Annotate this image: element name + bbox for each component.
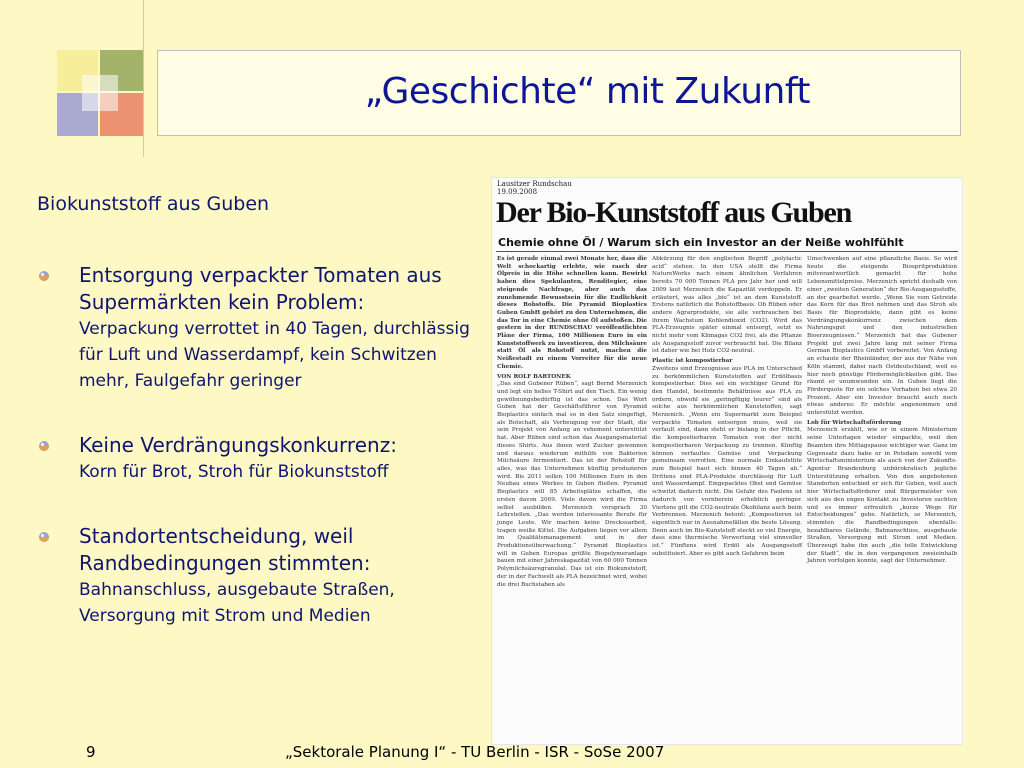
slide-title: „Geschichte“ mit Zukunft xyxy=(364,71,810,112)
decorative-vertical-line xyxy=(143,0,144,157)
bullet-main-text: Standortentscheidung, weil Randbedingungen stimmten: xyxy=(79,524,371,575)
footer-text: „Sektorale Planung I“ - TU Berlin - ISR - SoSe 2007 xyxy=(285,743,665,761)
logo-square-center xyxy=(82,75,118,111)
clipping-subheadline: Chemie ohne Öl / Warum sich ein Investor an der Neiße wohlfühlt xyxy=(498,236,904,249)
bullet-main-text: Keine Verdrängungskonkurrenz: xyxy=(79,433,397,457)
bullet-sub-text: Verpackung verrottet in 40 Tagen, durchlässig für Luft und Wasserdampf, kein Schwitzen mehr, Faulgefahr geringer xyxy=(79,319,470,391)
bullet-list xyxy=(38,262,478,667)
clipping-body: Abkürzung für den englischen Begriff „polylactic acid“ stehen. In den USA stellt die Firma NatureWorks nach einem ähnlichen Verfahren bereits 70 000 Tonnen PLA pro Jahr her und will 2009 laut Merzenich die Kapazität verdoppeln. Er erläutert, was alles „bio“ ist an dem Kunststoff. Erstens natürlich die Rohstoffbasis. Ob Rüben oder andere Agrarprodukte, sie alle verbrauchen bei ihrem Wachstum Kohlendioxid (CO2). Wird das PLA-Erzeugnis später einmal entsorgt, setzt es nicht mehr vom Klimagas CO2 frei, als die Pflanze als Ausgangsstoff zuvor verbraucht hat. Die Bilanz ist daher wie bei Holz CO2-neutral. xyxy=(652,256,802,355)
bullet-sphere-icon xyxy=(38,440,50,452)
title-box xyxy=(157,50,961,136)
bullet-sub-text: Korn für Brot, Stroh für Biokunststoff xyxy=(79,462,389,482)
clipping-subheading: Plastic ist kompostierbar xyxy=(652,358,733,365)
clipping-body: „Das sind Gubener Rüben“, sagt Bernd Merzenich und legt ein helles T-Shirt auf den Tisch. Ein wenig gewöhnungsbedürftig ist das schon. Das Wort Guben hat der Geschäftsführer von Pyramid Bioplastics einfach mal so in den Satz eingefügt, als Botschaft, als Verbeugung vor der Stadt, die sein Projekt von Anfang an vehement unterstützt hat. Aber Rüben sind schon das Ausgangsmaterial dieses Shirts. Aus ihnen wird Zucker gewonnen und daraus wiederum mithilfe von Bakterien Milchsäure fermentiert. Das ist der Rohstoff für alles, was das Unternehmen künftig produzieren wird. Bis 2011 sollen 100 Millionen Euro in den Neubau eines Werkes in Guben fließen. Pyramid Bioplastics will 85 Arbeitsplätze schaffen, die ersten davon 2009. Viele davon wird die Firma selbst ausbilden. Merzenich versprach 30 Lehrstellen. „Das werden interessante Berufe für junge Leute. Wir machen keine Dreckssarbeit, tragen weiße Kittel. Die Aufgaben liegen vor allem im Qualitätsmanagement und in der Produktionsüberwachung.“ Pyramid Bioplastics will in Guben Europas größte Biopolymeranlage bauen mit einer Jahreskapazität von 60 000 Tonnen Polymilchsäuregranulat. Das ist ein Biokunststoff, der in der Fachwelt als PLA bezeichnet wird, wobei die drei Buchstaben als xyxy=(497,381,647,588)
bullet-item xyxy=(38,523,478,629)
clipping-body: Merzenich erzählt, wie er in einem Ministerium seine Unterlagen wieder einpackte, weil den Beamten ihre Mittagspause wichtiger war. Ganz im Gegensatz dazu habe er in Potsdam sowohl vom Wirtschaftsministerium als auch von der Zukunfts-Agentur Brandenburg unbürokratisch jegliche Unterstützung erhalten. Von den angebotenen Standorten entschied er sich für Guben, weil auch hier Wirtschaftsförderer und Bürgermeister von sich aus den engen Kontakt zu Investoren suchten und es immer erfreulich „kurze Wege für Entscheidungen“ gebe. Natürlich, so Merzenich, stimmten die Randbedingungen ebenfalls: bezahlbares Gelände, Bahnanschluss, ausgebaute Straßen, Versorgung mit Strom und Medien. Überzeugt habe ihn auch „die tolle Entwicklung der Stadt“, die in den vergangenen zweieinhalb Jahren vorfolgen konnte, sagt der Unternehmer. xyxy=(807,427,957,565)
clipping-body: Umschwenken auf eine pflanzliche Basis. So wird heute die steigende Biospritproduktion mitverantwortlich gemacht für hohe Lebensmittelpreise. Merzenich spricht deshalb von einer „zweiten Generation“ der Bio-Ausgangsstoffe, an der gearbeitet werde. „Wenn Sie vom Getreide das Korn für das Brot nehmen und das Stroh als Basis für Bioprodukte, dann gibt es keine Verdrängungskonkurrenz zwischen dem Nahrungsgut und den industriellen Bioerzeugnissen.“ Merzenich hat das Gubener Projekt gut zwei Jahre lang mit seiner Firma German Bioplastics GmbH vorbereitet. Von Anfang an schaute der Rheinländer, der aus der Nähe von Köln stammt, dabei nach Ostdeutschland, weil es hier noch günstige Fördermöglichkeiten gibt. Das räumt er unumwunden ein. In Guben liegt die Förderquote für ein solches Vorhaben bei etwa 20 Prozent. Aber ein Investor braucht auch noch etwas anderes: Er möchte angenommen und unterstützt werden. xyxy=(807,256,957,417)
bullet-sphere-icon xyxy=(38,531,50,543)
clipping-author: VON ROLF BARTONEK xyxy=(497,373,571,380)
clipping-headline: Der Bio-Kunststoff aus Guben xyxy=(496,196,852,229)
clipping-source xyxy=(497,180,587,196)
logo-squares xyxy=(57,50,143,136)
clipping-column-1 xyxy=(497,256,647,589)
page-number: 9 xyxy=(86,743,96,761)
clipping-divider xyxy=(496,251,958,252)
clipping-subheading: Lob für Wirtschaftsförderung xyxy=(807,419,902,426)
clipping-date: 19.09.2008 xyxy=(497,188,538,196)
clipping-source-name: Lausitzer Rundschau xyxy=(497,180,572,188)
clipping-column-2 xyxy=(652,256,802,558)
clipping-body: Zweitens sind Erzeugnisse aus PLA im Unterschied zu herkömmlichen Kunststoffen auf Erdölbasis kompostierbar. Dies sei ein wichtiger Grund für den Handel, bestimmte Behältnisse aus PLA zu ordern, obwohl sie „geringfügig teurer“ sind als solche aus herkömmlichen Kunststoffen, sagt Merzenich. „Wenn ein Supermarkt zum Beispiel verpackte Tomaten entsorgen muss, weil sie verfault sind, dann steht er bislang in der Pflicht, die kompostierbaren Tomaten von der nicht kompostierbaren Verpackung zu trennen. Künftig können verfaultes Gemüse und Verpackung gemeinsam verrotten. Eine normale Einkaufstüte zum Beispiel baut sich binnen 40 Tagen ab.“ Drittens sind PLA-Produkte durchlässig für Luft und Wasserdampf. Eingepacktes Obst und Gemüse schwitzt dadurch nicht. Die Gefahr des Faulens ist dadurch von vornherein erheblich geringer. Viertens gilt die CO2-neutrale Ökobilanz auch beim Verbrennen. Merzenich betont: „Kompostieren ist eigentlich nur in Ausnahmefällen die beste Lösung. Denn auch im Bio-Kunststoff steckt so viel Energie, dass eine thermische Verwertung viel sinnvoller ist.“ Fünftens wird Erdöl als Ausgangsstoff substituiert. Aber es gibt auch Gefahren beim xyxy=(652,365,802,557)
clipping-lead: Es ist gerade einmal zwei Monate her, dass die Welt schockartig erlebte, wie rasch der Ölpreis in die Höhe schnellen kann. Bewirkt haben dies Spekulanten, Renditegier, eine steigende Nachfrage, aber auch das zunehmende Bewusstsein für die Endlichkeit dieses Rohstoffs. Die Pyramid Bioplastics Guben GmbH gehört zu den Unternehmen, die das Tor in eine Chemie ohne Öl aufstoßen. Die gestern in der RUNDSCHAU veröffentlichten Pläne der Firma, 100 Millionen Euro in ein Kunststoffwerk zu investieren, den Milchsäure statt Öl als Rohstoff nutzt, machen die Neißestadt zu einem Vorreiter für die neue Chemie. xyxy=(497,256,647,370)
slide-subtitle: Biokunststoff aus Guben xyxy=(37,193,270,215)
bullet-item xyxy=(38,262,478,394)
newspaper-clipping xyxy=(491,177,963,745)
bullet-main-text: Entsorgung verpackter Tomaten aus Supermärkten kein Problem: xyxy=(79,263,442,314)
bullet-sub-text: Bahnanschluss, ausgebaute Straßen, Versorgung mit Strom und Medien xyxy=(79,580,395,626)
bullet-item xyxy=(38,432,478,485)
bullet-sphere-icon xyxy=(38,270,50,282)
clipping-column-3 xyxy=(807,256,957,566)
